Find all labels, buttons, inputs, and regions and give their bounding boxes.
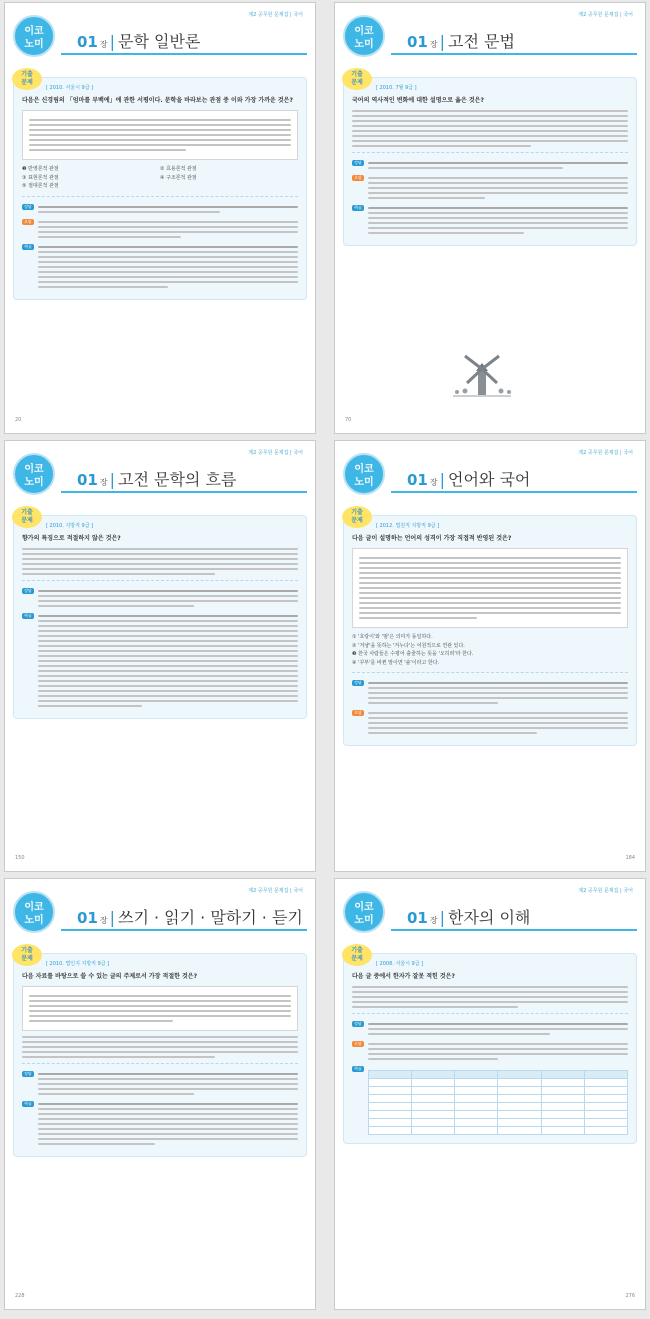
choice-list [352,110,628,147]
chapter-number: 01 [407,471,428,489]
chapter-header [5,441,315,501]
chapter-unit: 장 [99,478,108,487]
document-page [4,440,316,872]
choice-list [22,1036,298,1058]
chapter-header [335,3,645,63]
chapter-number: 01 [407,33,428,51]
exam-tag-icon: 기출 문제 [342,68,372,90]
chapter-name: 언어와 국어 [448,470,531,489]
exam-tag-icon: 기출 문제 [12,944,42,966]
explanation-label-icon: 핵심 [354,205,362,210]
chapter-name: 고전 문법 [448,32,515,51]
breadcrumb: 제2 공무원 문제집 | 국어 [578,888,633,894]
page-number: 184 [625,855,635,861]
choice-list [22,165,298,191]
chapter-header [335,879,645,939]
question-text: 국어의 역사적인 변화에 대한 설명으로 옳은 것은? [352,97,484,104]
chapter-title: 01 장 | 고전 문학의 흐름 [77,470,237,489]
chapter-unit: 장 [429,916,438,925]
choice-list [352,633,628,667]
choice: ❶ 반영론적 관점 [22,166,59,172]
brand-badge: 이코 노미 [343,891,385,933]
explanation-label-icon: 핵심 [24,613,32,618]
explanation-label-icon: 정답 [24,203,32,209]
choice: ② '겨냥'을 뜻하는 '겨누다'는 어원적으로 연관 있다. [352,642,465,649]
page-number: 276 [625,1293,635,1299]
breadcrumb: 제2 공무원 문제집 | 국어 [248,450,303,456]
choice: ① '호랑이'와 '범'은 의미가 동일하다. [352,634,433,640]
chapter-unit: 장 [99,916,108,925]
question-box [343,509,637,746]
question-source: [ 2010. 법인지 지방직 9급 ] [46,961,110,967]
explanation-label-icon: 정답 [24,588,32,593]
exam-tag-icon: 기출 문제 [342,506,372,528]
question-source: [ 2010. 7월 9급 ] [376,85,417,91]
chapter-title: 01 장 | 언어와 국어 [407,470,531,489]
chapter-number: 01 [77,33,98,51]
explanation-label-icon: 정답 [354,160,362,165]
brand-badge: 이코 노미 [13,453,55,495]
question-source: [ 2008. 서울시 9급 ] [376,961,424,967]
exam-tag-icon: 기출 문제 [342,944,372,966]
question-box [343,947,637,1144]
explanation-label-icon: 오답 [354,710,362,715]
document-page [334,878,646,1310]
passage [22,986,298,1031]
chapter-name: 문학 일반론 [118,32,201,51]
page-number: 20 [15,417,22,423]
choice: ⑤ 절대론적 관점 [22,183,59,189]
explanation [352,152,628,237]
explanation [352,1013,628,1135]
choice: ❸ 한국 사람들은 수평어 출줄하는 뜻을 '오히려'라 한다. [352,651,474,657]
explanation [22,580,298,710]
explanation-label-icon: 오답 [24,218,32,224]
question-box [13,509,307,719]
question-text: 다음은 신경림의 「엄마를 부백에」에 관한 서평이다. 문학을 바라보는 관점 중 이와 가장 가까운 것은? [22,97,293,104]
document-page [334,440,646,872]
chapter-unit: 장 [429,478,438,487]
explanation-label-icon: 핵심 [354,1066,362,1071]
passage [352,548,628,628]
choice: ④ 구조론적 관점 [160,174,197,181]
explanation-label-icon: 오답 [354,175,362,180]
explanation-label-icon: 정답 [354,680,362,685]
explanation-label-icon: 핵심 [24,1101,32,1106]
brand-badge: 이코 노미 [343,15,385,57]
choice: ④ '꾸부'를 바뀐 말이면 '솔'이라고 한다. [352,659,440,666]
chapter-number: 01 [77,909,98,927]
choice-list [22,548,298,575]
exam-tag-icon: 기출 문제 [12,68,42,90]
explanation [22,196,298,291]
chapter-name: 쓰기 · 읽기 · 말하기 · 듣기 [118,908,303,927]
choice: ③ 표현론적 관점 [22,174,59,181]
page-number: 70 [345,417,352,423]
document-page [334,2,646,434]
explanation-label-icon: 오답 [354,1041,362,1046]
page-spread-grid [4,2,646,1317]
question-text: 다음 글 중에서 한자가 잘못 적힌 것은? [352,973,455,980]
chapter-name: 한자의 이해 [448,908,531,927]
chapter-title: 01 장 | 고전 문법 [407,32,515,51]
question-text: 향가의 특징으로 적절하지 않은 것은? [22,535,121,542]
document-page [4,878,316,1310]
explanation-label-icon: 정답 [354,1021,362,1026]
chapter-number: 01 [407,909,428,927]
page-number: 228 [15,1293,25,1299]
choice-list [352,986,628,1008]
question-box [343,71,637,246]
question-source: [ 2010. 서울시 9급 ] [46,85,94,91]
explanation [22,1063,298,1148]
chapter-header [335,441,645,501]
breadcrumb: 제2 공무원 문제집 | 국어 [248,12,303,18]
breadcrumb: 제2 공무원 문제집 | 국어 [578,12,633,18]
brand-badge: 이코 노미 [13,15,55,57]
passage [22,110,298,160]
question-text: 다음 자료를 바탕으로 쓸 수 있는 글의 주제로서 가장 적절한 것은? [22,973,198,980]
brand-badge: 이코 노미 [343,453,385,495]
chapter-header [5,879,315,939]
question-source: [ 2012. 법원직 지방직 9급 ] [376,523,440,529]
chapter-unit: 장 [429,40,438,49]
explanation [352,672,628,737]
question-box [13,71,307,300]
chapter-number: 01 [77,471,98,489]
chapter-title: 01 장 | 문학 일반론 [77,32,201,51]
breadcrumb: 제2 공무원 문제집 | 국어 [578,450,633,456]
chapter-header [5,3,315,63]
chapter-unit: 장 [99,40,108,49]
exam-tag-icon: 기출 문제 [12,506,42,528]
hanja-table [368,1070,628,1135]
breadcrumb: 제2 공무원 문제집 | 국어 [248,888,303,894]
page-number: 150 [15,855,25,861]
chapter-title: 01 장 | 한자의 이해 [407,908,531,927]
brand-badge: 이코 노미 [13,891,55,933]
explanation-label-icon: 정답 [24,1071,32,1076]
chapter-title: 01 장 | 쓰기 · 읽기 · 말하기 · 듣기 [77,908,303,927]
question-source: [ 2010. 지방직 9급 ] [46,523,94,529]
choice: ② 효용론적 관점 [160,166,197,172]
question-box [13,947,307,1157]
explanation-label-icon: 핵심 [24,243,32,249]
question-text: 다음 글이 설명하는 언어의 성격이 가장 직접적 반영된 것은? [352,535,512,542]
windmill-illustration [447,353,517,403]
document-page [4,2,316,434]
chapter-name: 고전 문학의 흐름 [118,470,237,489]
